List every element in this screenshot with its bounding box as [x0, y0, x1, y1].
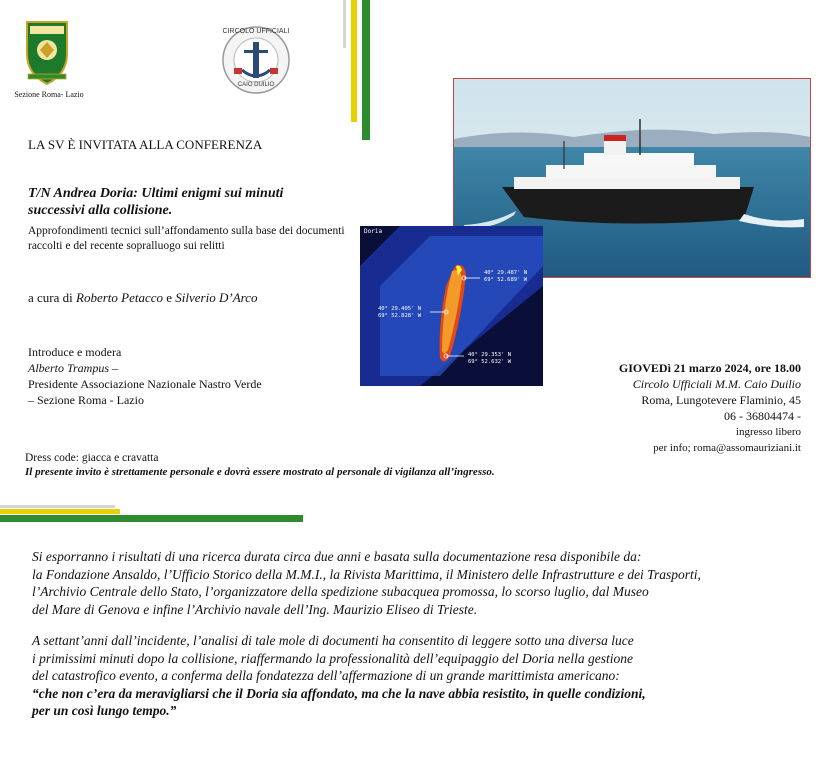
event-date: GIOVEDì 21 marzo 2024, ore 18.00	[618, 361, 801, 375]
logo-text-top: CIRCOLO UFFICIALI	[222, 28, 290, 35]
horizontal-bar-green	[0, 515, 303, 522]
curator-2: Silverio D’Arco	[175, 290, 258, 305]
horizontal-bar-yellow	[0, 509, 120, 514]
section-label: Sezione Roma- Lazio	[14, 90, 84, 99]
logo-text-bottom: CAIO DUILIO	[237, 82, 275, 88]
event-info	[541, 360, 801, 456]
event-phone: 06 - 36804474 -	[724, 409, 801, 423]
sonar-coord-3-lat: 40° 29.353' N	[468, 352, 512, 358]
sonar-coord-3	[468, 352, 511, 366]
sonar-coord-2-lon: 69° 52.828' W	[378, 313, 422, 319]
p2-line-1: A settant’anni dall’incidente, l’analisi di tale mole di documenti ha consentito di leggere sotto una diversa luce	[32, 633, 634, 648]
event-entry: ingresso libero	[735, 426, 801, 438]
curator-1: Roberto Petacco	[76, 290, 164, 305]
sonar-coord-3-lon: 69° 52.632' W	[468, 359, 512, 365]
event-address: Roma, Lungotevere Flaminio, 45	[641, 393, 801, 407]
conference-title: T/N Andrea Doria: Ultimi enigmi sui minuti successivi alla collisione.	[28, 186, 284, 218]
moderator-block	[28, 344, 328, 408]
p2-line-3: del catastrofico evento, a conferma della fondatezza dell’affermazione di un grande marittimista americano:	[32, 668, 620, 683]
p2-line-2: i primissimi minuti dopo la collisione, riaffermando la professionalità dell’equipaggio del Doria nella gestione	[32, 650, 633, 666]
p1-line-1: Si esporranno i risultati di una ricerca durata circa due anni e basata sulla documentazione resa disponibile da:	[32, 549, 642, 564]
vertical-bar-yellow	[351, 0, 357, 122]
sonar-coord-2-lat: 40° 29.405' N	[378, 306, 422, 312]
moderator-role-2: – Sezione Roma - Lazio	[28, 393, 144, 407]
sonar-label: Doria	[364, 228, 383, 235]
sonar-coord-1-lon: 69° 52.689' W	[484, 277, 528, 283]
event-venue: Circolo Ufficiali M.M. Caio Duilio	[632, 377, 801, 391]
privacy-note: Il presente invito è strettamente personale e dovrà essere mostrato al personale di vigilanza all’ingresso.	[25, 466, 495, 478]
moderator-role-1: Presidente Associazione Nazionale Nastro Verde	[28, 377, 262, 391]
circolo-ufficiali-logo	[220, 24, 292, 96]
p1-line-2: la Fondazione Ansaldo, l’Ufficio Storico della M.M.I., la Rivista Marittima, il Ministero delle Infrastrutture e dei Trasporti,	[32, 566, 701, 582]
vertical-bar-green	[362, 0, 370, 140]
quote-line-2: per un così lungo tempo.”	[32, 703, 177, 718]
curated-and: e	[163, 290, 176, 305]
event-info-email[interactable]: per info; roma@assomauriziani.it	[653, 442, 801, 454]
sonar-coord-1	[484, 270, 527, 284]
introduce-label: Introduce e modera	[28, 345, 122, 359]
conference-subtitle: Approfondimenti tecnici sull’affondamento sulla base dei documenti raccolti e del recente sopralluogo sui relitti	[28, 225, 345, 252]
sonar-wreck-image	[360, 226, 543, 386]
p1-line-3: l’Archivio Centrale dello Stato, l’organizzatore della spedizione subacquea promossa, lo scorso luglio, dal Museo	[32, 584, 649, 599]
horizontal-bar-gray	[0, 505, 115, 508]
sonar-coord-1-lat: 40° 29.487' N	[484, 270, 528, 276]
moderator-name: Alberto Trampus –	[28, 361, 119, 375]
sonar-coord-2	[378, 306, 421, 320]
quote-line-1: “che non c’era da meravigliarsi che il Doria sia affondato, ma che la nave abbia resistito, in quelle condizioni,	[32, 685, 646, 701]
p1-line-4: del Mare di Genova e infine l’Archivio navale dell’Ing. Maurizio Eliseo di Trieste.	[32, 601, 478, 617]
body-paragraph-2	[32, 632, 822, 720]
vertical-bar-gray	[343, 0, 346, 48]
curated-prefix: a cura di	[28, 290, 77, 305]
body-text	[32, 548, 822, 734]
association-crest-logo	[22, 18, 72, 88]
dress-code: Dress code: giacca e cravatta	[25, 452, 159, 464]
curated-by	[28, 290, 258, 306]
invitation-intro: LA SV È INVITATA ALLA CONFERENZA	[28, 137, 263, 152]
body-paragraph-1	[32, 548, 822, 618]
